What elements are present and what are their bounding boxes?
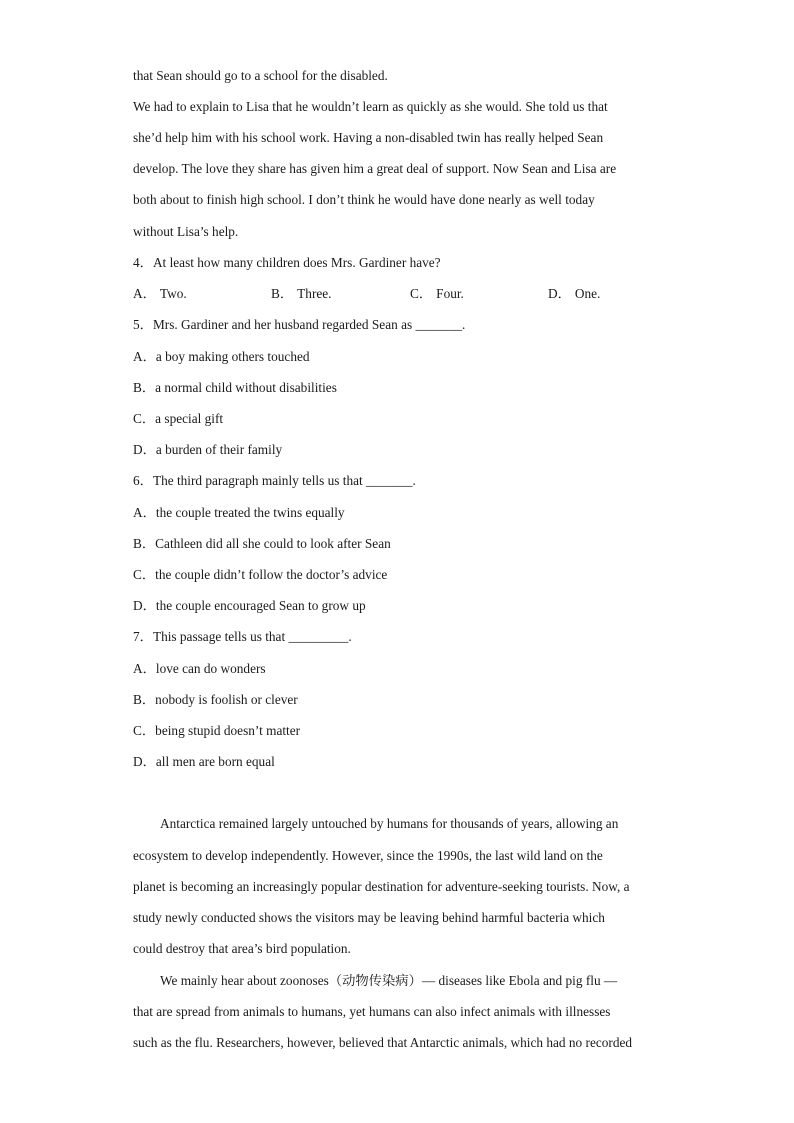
option-b: B． Three. [271,286,332,301]
paragraph-line: planet is becoming an increasingly popular destination for adventure-seeking tourists. Now, a [133,879,630,894]
option-c: C． Four. [410,286,464,301]
option-c: C．being stupid doesn’t matter [133,723,301,738]
option-c: C．the couple didn’t follow the doctor’s advice [133,567,388,582]
option-d: D．the couple encouraged Sean to grow up [133,598,366,613]
paragraph-line: ecosystem to develop independently. However, since the 1990s, the last wild land on the [133,848,603,863]
passage-line: We had to explain to Lisa that he wouldn’t learn as quickly as she would. She told us that [133,99,608,114]
paragraph-line: study newly conducted shows the visitors may be leaving behind harmful bacteria which [133,910,605,925]
option-a: A．love can do wonders [133,661,266,676]
option-a: A．the couple treated the twins equally [133,505,345,520]
option-a: A． Two. [133,286,187,301]
question-6-stem: 6．The third paragraph mainly tells us that _______. [133,473,416,488]
passage-line: develop. The love they share has given him a great deal of support. Now Sean and Lisa are [133,161,617,176]
option-b: B．Cathleen did all she could to look after Sean [133,536,391,551]
option-a: A．a boy making others touched [133,349,310,364]
passage-line: both about to finish high school. I don’t think he would have done nearly as well today [133,192,595,207]
option-b: B．nobody is foolish or clever [133,692,298,707]
passage-line: that Sean should go to a school for the disabled. [133,68,388,83]
passage-line: she’d help him with his school work. Having a non-disabled twin has really helped Sean [133,130,604,145]
passage-line: without Lisa’s help. [133,224,239,239]
paragraph-line: Antarctica remained largely untouched by humans for thousands of years, allowing an [160,816,619,831]
paragraph-line: We mainly hear about zoonoses（动物传染病）— diseases like Ebola and pig flu — [160,973,618,988]
paragraph-line: such as the flu. Researchers, however, believed that Antarctic animals, which had no recorded [133,1035,633,1050]
option-d: D． One. [548,286,601,301]
paragraph-line: could destroy that area’s bird population. [133,941,351,956]
question-4-stem: 4．At least how many children does Mrs. Gardiner have? [133,255,441,270]
question-7-stem: 7．This passage tells us that _________. [133,629,352,644]
option-b: B．a normal child without disabilities [133,380,337,395]
question-5-stem: 5．Mrs. Gardiner and her husband regarded Sean as _______. [133,317,466,332]
option-d: D．all men are born equal [133,754,275,769]
option-d: D．a burden of their family [133,442,283,457]
paragraph-line: that are spread from animals to humans, yet humans can also infect animals with illnesses [133,1004,611,1019]
option-c: C．a special gift [133,411,224,426]
